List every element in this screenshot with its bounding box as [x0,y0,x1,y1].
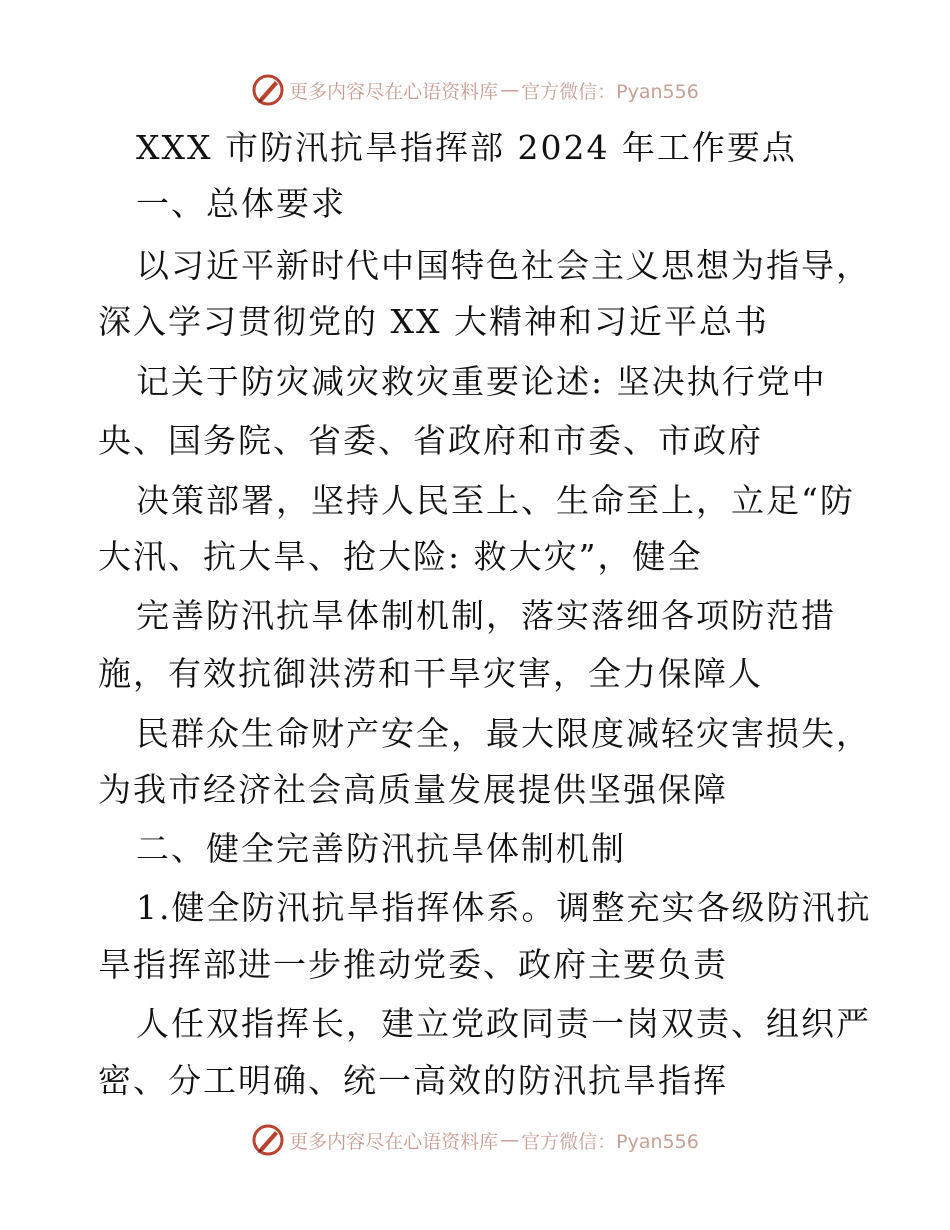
watermark-separator: — [500,79,520,101]
watermark-site-text: 更多内容尽在心语资料库 [289,1130,499,1153]
watermark-contact-text: 官方微信：Pyan556 [521,80,699,103]
paragraph-line: 为我市经济社会高质量发展提供坚强保障 [98,770,728,809]
paragraph-line: 大汛、抗大旱、抢大险: 救大灾”，健全 [98,537,703,576]
section-heading-2: 二、健全完善防汛抗旱体制机制 [136,829,626,868]
paragraph-line: 施，有效抗御洪涝和干旱灾害，全力保障人 [98,654,763,693]
paragraph-line: 密、分工明确、统一高效的防汛抗旱指挥 [98,1061,728,1100]
document-title: XXX 市防汛抗旱指挥部 2024 年工作要点 [136,128,797,167]
paragraph-line: 央、国务院、省委、省政府和市委、市政府 [98,421,763,460]
watermark-contact-text: 官方微信：Pyan556 [521,1130,699,1153]
paragraph-line: 人任双指挥长，建立党政同责一岗双责、组织严 [136,1004,871,1043]
watermark-footer [0,1120,950,1160]
section-heading-1: 一、总体要求 [136,184,346,223]
paragraph-line: 完善防汛抗旱体制机制，落实落细各项防范措 [136,596,836,635]
paragraph-line: 以习近平新时代中国特色社会主义思想为指导， [136,246,871,285]
watermark-site-text: 更多内容尽在心语资料库 [289,80,499,103]
paragraph-line: 民群众生命财产安全，最大限度减轻灾害损失， [136,714,871,753]
paragraph-line: 记关于防灾减灾救灾重要论述: 坚决执行党中 [136,362,827,401]
watermark-separator: — [500,1129,520,1151]
paragraph-line: 深入学习贯彻党的 XX 大精神和习近平总书 [98,302,769,341]
pen-logo-icon [251,1123,285,1157]
paragraph-line: 1.健全防汛抗旱指挥体系。调整充实各级防汛抗 [136,888,872,927]
paragraph-line: 旱指挥部进一步推动党委、政府主要负责 [98,945,728,984]
paragraph-line: 决策部署，坚持人民至上、生命至上，立足“防 [136,481,855,520]
